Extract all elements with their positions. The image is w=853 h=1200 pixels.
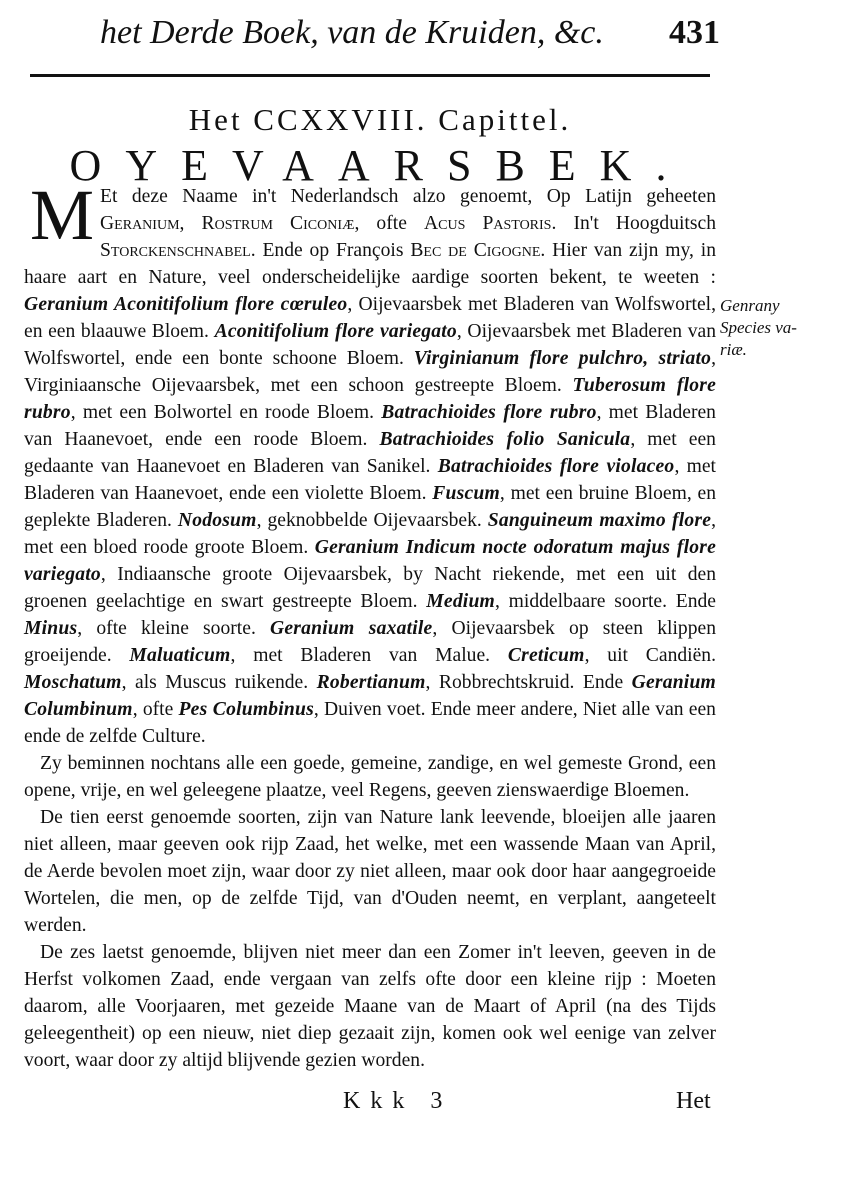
text-run: , met Bladeren van Haanevoet, ende een roode Bloem.: [24, 402, 716, 450]
latin-species-name: Pes Columbinus: [178, 699, 314, 720]
latin-species-name: Nodosum: [177, 510, 257, 531]
chapter-title: OYEVAARSBEK.: [69, 141, 691, 190]
text-run: Et deze Naame in't Nederlandsch alzo genoemt, Op Latijn geheeten: [100, 186, 716, 207]
catchword: Het: [676, 1088, 711, 1114]
latin-species-name: Sanguineum maximo flore: [487, 510, 712, 531]
margin-note: Genrany Species va-riæ.: [720, 296, 797, 359]
text-run: De zes laetst genoemde, blijven niet meer dan een Zomer in't leeven, geeven in de Herfst volkomen Zaad, ende vergaan van zelfs ofte door een kleine rijp : Moeten daarom, alle Voorjaaren, met gezeide Maane van de Maart of April (na des Tijds geleegentheit) op een nieuw, niet diep gezaait zijn, komen ook wel eenige van zelver voort, waar door zy altijd blijvende gezien worden.: [24, 942, 716, 1071]
text-run: , middelbaare soorte. Ende: [495, 591, 717, 612]
latin-species-name: Geranium saxatile: [270, 618, 433, 639]
latin-species-name: Batrachioides flore rubro: [381, 402, 597, 423]
latin-term: Acus Pastoris: [424, 213, 552, 234]
latin-species-name: Fuscum: [432, 483, 500, 504]
text-run: , als Muscus ruikende.: [121, 672, 317, 693]
drop-cap: M: [30, 175, 95, 255]
page-footer: [0, 1088, 853, 1122]
paragraph: [24, 804, 716, 939]
latin-species-name: Geranium Aconitifolium flore cœruleo: [24, 294, 348, 315]
text-run: , met Bladeren van Malue.: [230, 645, 508, 666]
text-run: , ofte: [354, 213, 424, 234]
paragraph: [24, 175, 717, 750]
text-run: , met een bruine Bloem, en geplekte Bladeren.: [24, 483, 716, 531]
running-title: het Derde Boek, van de Kruiden, &c.: [100, 14, 604, 51]
text-run: ,: [179, 213, 202, 234]
text-run: , ofte kleine soorte.: [77, 618, 271, 639]
text-run: , Indiaansche groote Oijevaarsbek, by Nacht riekende, met een uit den groenen geelachtige en swart gestreepte Bloem.: [24, 564, 716, 612]
text-run: . Hier van zijn my, in haare aart en Nature, veel onderscheidelijke aardige soorten bekent, te weeten :: [24, 240, 716, 288]
text-run: , met Bladeren van Haanevoet, ende een violette Bloem.: [24, 456, 716, 504]
latin-species-name: Batrachioides flore violaceo: [437, 456, 675, 477]
text-run: , Robbrechtskruid. Ende: [425, 672, 632, 693]
text-run: , Virginiaansche Oijevaarsbek, met een schoon gestreepte Bloem.: [24, 348, 716, 396]
latin-species-name: Virginianum flore pulchro, striato: [413, 348, 712, 369]
text-run: , Oijevaarsbek op steen klippen groeijende.: [24, 618, 716, 666]
latin-species-name: Geranium Columbinum: [24, 672, 716, 720]
text-run: . In't Hoogduitsch: [551, 213, 716, 234]
text-run: , Oijevaarsbek met Bladeren van Wolfswortel, ende een bonte schoone Bloem.: [24, 321, 717, 369]
text-run: , met een gedaante van Haanevoet en Bladeren van Sanikel.: [24, 429, 716, 477]
paragraph: [24, 939, 716, 1074]
latin-species-name: Aconitifolium flore variegato: [214, 321, 457, 342]
latin-term: Bec de Cigogne: [410, 240, 541, 261]
text-run: , Duiven voet. Ende meer andere, Niet alle van een ende de zelfde Culture.: [24, 699, 716, 747]
text-run: , ofte: [132, 699, 179, 720]
text-run: , met een bloed roode groote Bloem.: [24, 510, 716, 558]
text-run: , Oijevaarsbek met Bladeren van Wolfswortel, en een blaauwe Bloem.: [24, 294, 716, 342]
latin-species-name: Moschatum: [24, 672, 122, 693]
latin-species-name: Creticum: [507, 645, 585, 666]
text-run: , met een Bolwortel en roode Bloem.: [70, 402, 382, 423]
signature-mark: Kkk 3: [343, 1088, 453, 1114]
page-number: 431: [669, 14, 720, 51]
latin-species-name: Minus: [24, 618, 78, 639]
body-text: [24, 175, 717, 1074]
latin-species-name: Medium: [426, 591, 495, 612]
text-run: Zy beminnen nochtans alle een goede, gemeine, zandige, en wel gemeste Grond, een opene, vrije, en wel geleegene plaatze, veel Regens, geeven zienswaerdige Bloemen.: [24, 753, 716, 801]
latin-species-name: Tuberosum flore rubro: [24, 375, 716, 423]
paragraph: [24, 750, 716, 804]
latin-species-name: Batrachioides folio Sanicula: [379, 429, 631, 450]
chapter-number: Het CCXXVIII. Capittel.: [188, 102, 572, 137]
header-rule: [30, 74, 710, 77]
text-run: , uit Candiën.: [584, 645, 716, 666]
text-run: De tien eerst genoemde soorten, zijn van Nature lank leevende, bloeijen alle jaaren niet alleen, maar geeven ook rijp Zaad, het welke, met een wassende Maan van April, de Aerde bevolen moet zijn, waar door zy niet alleen, maar ook door haar aangegroeide Wortelen, die men, op de zelfde Tijd, van d'Ouden neemt, en verplant, aangeteelt werden.: [24, 807, 716, 936]
running-header: [100, 14, 720, 58]
latin-term: Rostrum Ciconiæ: [201, 213, 355, 234]
latin-term: Geranium: [100, 213, 180, 234]
latin-species-name: Robertianum: [316, 672, 426, 693]
text-run: , geknobbelde Oijevaarsbek.: [256, 510, 488, 531]
latin-term: Storckenschnabel: [100, 240, 251, 261]
text-run: . Ende op François: [250, 240, 411, 261]
latin-species-name: Geranium Indicum nocte odoratum majus flore variegato: [24, 537, 717, 585]
latin-species-name: Maluaticum: [129, 645, 231, 666]
